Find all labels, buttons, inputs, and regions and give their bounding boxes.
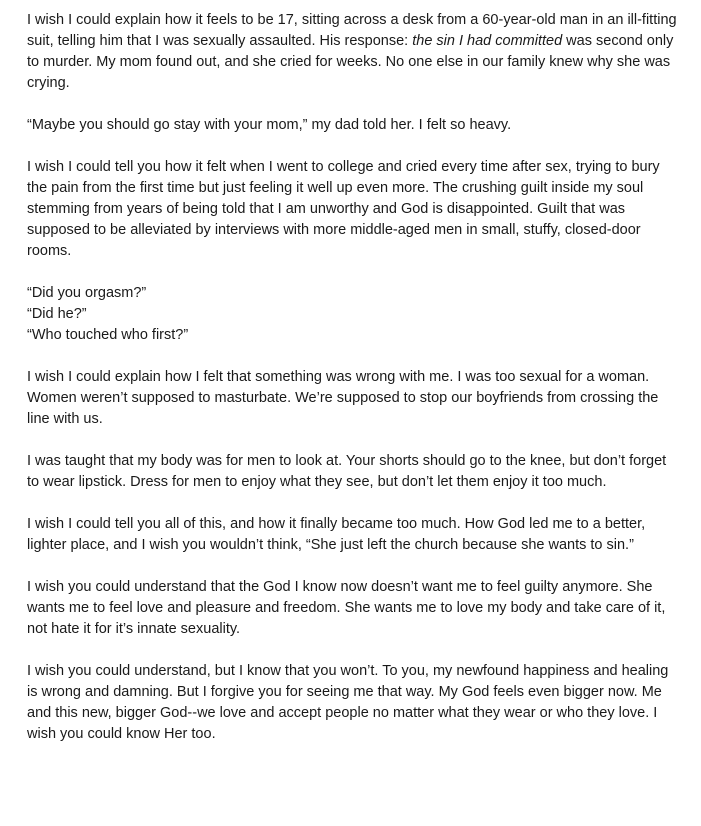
document-body xyxy=(27,10,682,745)
paragraph-1-text-start: I wish I could explain how it feels to be 17, sitting across a desk from a 60-year-old man in an ill-fitting suit, telling him that I was sexually assaulted. His response: xyxy=(27,12,677,49)
paragraph-6: I wish I could tell you all of this, and how it finally became too much. How God led me to a better, lighter place, and I wish you wouldn’t think, “She just left the church because she wants to sin.” xyxy=(27,516,646,553)
paragraph-1-text-end: was second only to murder. My mom found out, and she cried for weeks. No one else in our family knew why she was crying. xyxy=(27,33,674,91)
paragraph-2: “Maybe you should go stay with your mom,” my dad told her. I felt so heavy. xyxy=(27,117,512,133)
question-line: “Did you orgasm?” xyxy=(27,285,147,301)
paragraph-5: I was taught that my body was for men to look at. Your shorts should go to the knee, but don’t forget to wear lipstick. Dress for men to enjoy what they see, but don’t let them enjoy it too much. xyxy=(27,453,667,490)
paragraph-1-emphasis: the sin I had committed xyxy=(412,33,563,49)
paragraph-3: I wish I could tell you how it felt when I went to college and cried every time after sex, trying to bury the pain from the first time but just feeling it well up even more. The crushing guilt inside my soul stemming from years of being told that I am unworthy and God is disappointed. Guilt that was supposed to be alleviated by interviews with more middle-aged men in small, stuffy, closed-door rooms. xyxy=(27,159,660,259)
question-line: “Did he?” xyxy=(27,306,87,322)
paragraph-4: I wish I could explain how I felt that something was wrong with me. I was too sexual for a woman. Women weren’t supposed to masturbate. We’re supposed to stop our boyfriends from crossing the line with us. xyxy=(27,369,659,427)
question-line: “Who touched who first?” xyxy=(27,327,189,343)
paragraph-8: I wish you could understand, but I know that you won’t. To you, my newfound happiness and healing is wrong and damning. But I forgive you for seeing me that way. My God feels even bigger now. Me and this new, bigger God--we love and accept people no matter what they wear or who they love. I wish you could know Her too. xyxy=(27,663,669,742)
paragraph-7: I wish you could understand that the God I know now doesn’t want me to feel guilty anymore. She wants me to feel love and pleasure and freedom. She wants me to love my body and take care of it, not hate it for it’s innate sexuality. xyxy=(27,579,666,637)
question-list xyxy=(27,283,682,346)
paragraph-1 xyxy=(27,10,682,94)
